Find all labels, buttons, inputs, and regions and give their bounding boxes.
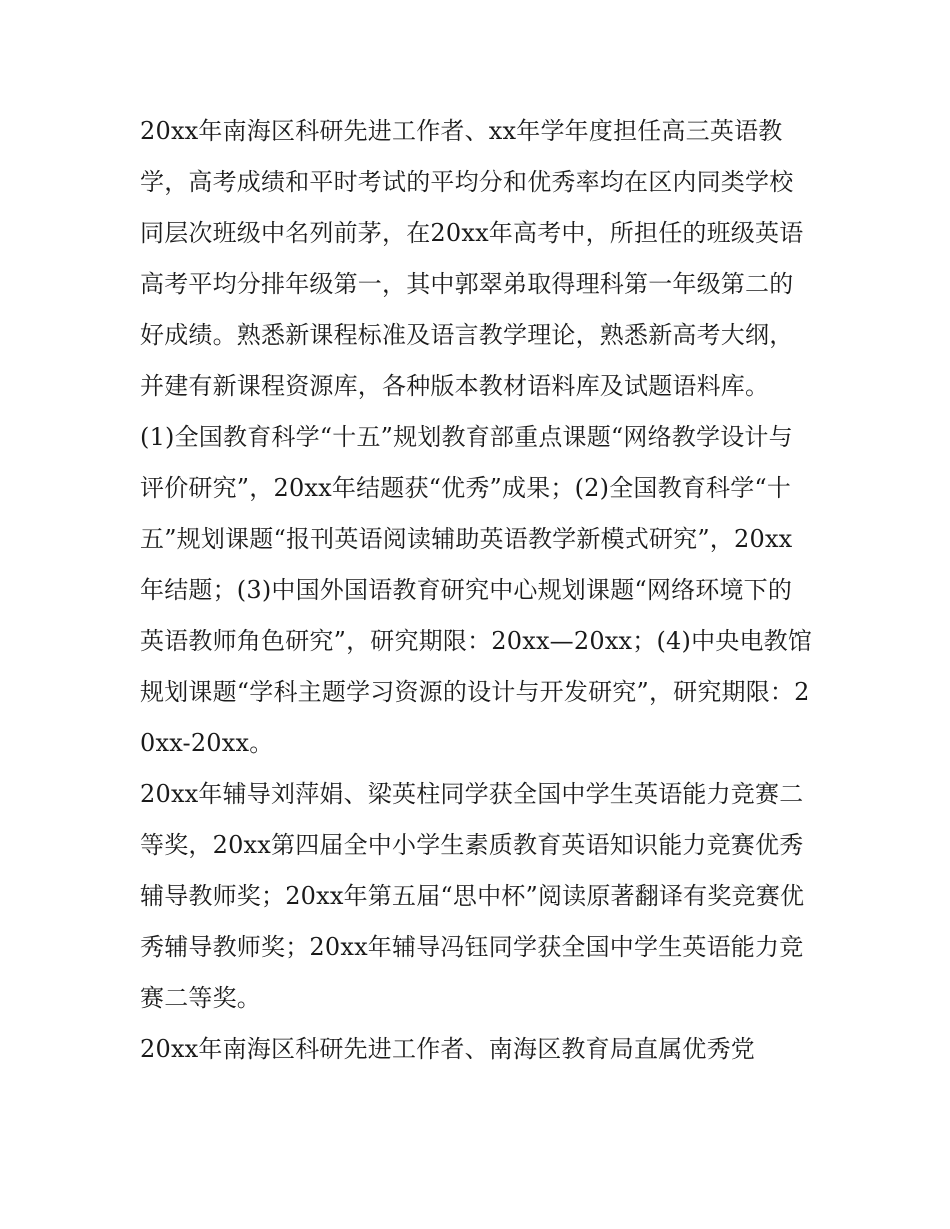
- paragraph-research-projects: (1)全国教育科学“十五”规划教育部重点课题“网络教学设计与评价研究”，20xx年结题获“优秀”成果；(2)全国教育科学“十五”规划课题“报刊英语阅读辅助英语教学新模式研究”，20xx年结题；(3)中国外国语教育研究中心规划课题“网络环境下的英语教师角色研究”，研究期限：20xx—20xx；(4)中央电教馆规划课题“学科主题学习资源的设计与开发研究”，研究期限：20xx-20xx。: [140, 423, 813, 757]
- paragraph-competition-awards: 20xx年辅导刘萍娟、梁英柱同学获全国中学生英语能力竞赛二等奖，20xx第四届全中小学生素质教育英语知识能力竞赛优秀辅导教师奖；20xx年第五届“思中杯”阅读原著翻译有奖竞赛优秀辅导教师奖；20xx年辅导冯钰同学获全国中学生英语能力竞赛二等奖。: [140, 780, 805, 1012]
- paragraph-research-award: 20xx年南海区科研先进工作者、xx年学年度担任高三英语教学，高考成绩和平时考试的平均分和优秀率均在区内同类学校同层次班级中名列前茅，在20xx年高考中，所担任的班级英语高考平均分排年级第一，其中郭翠弟取得理科第一年级第二的好成绩。熟悉新课程标准及语言教学理论，熟悉新高考大纲，并建有新课程资源库，各种版本教材语料库及试题语料库。: [140, 117, 804, 400]
- paragraph-party-member-award: 20xx年南海区科研先进工作者、南海区教育局直属优秀党: [140, 1035, 756, 1063]
- document-body: [140, 106, 815, 1075]
